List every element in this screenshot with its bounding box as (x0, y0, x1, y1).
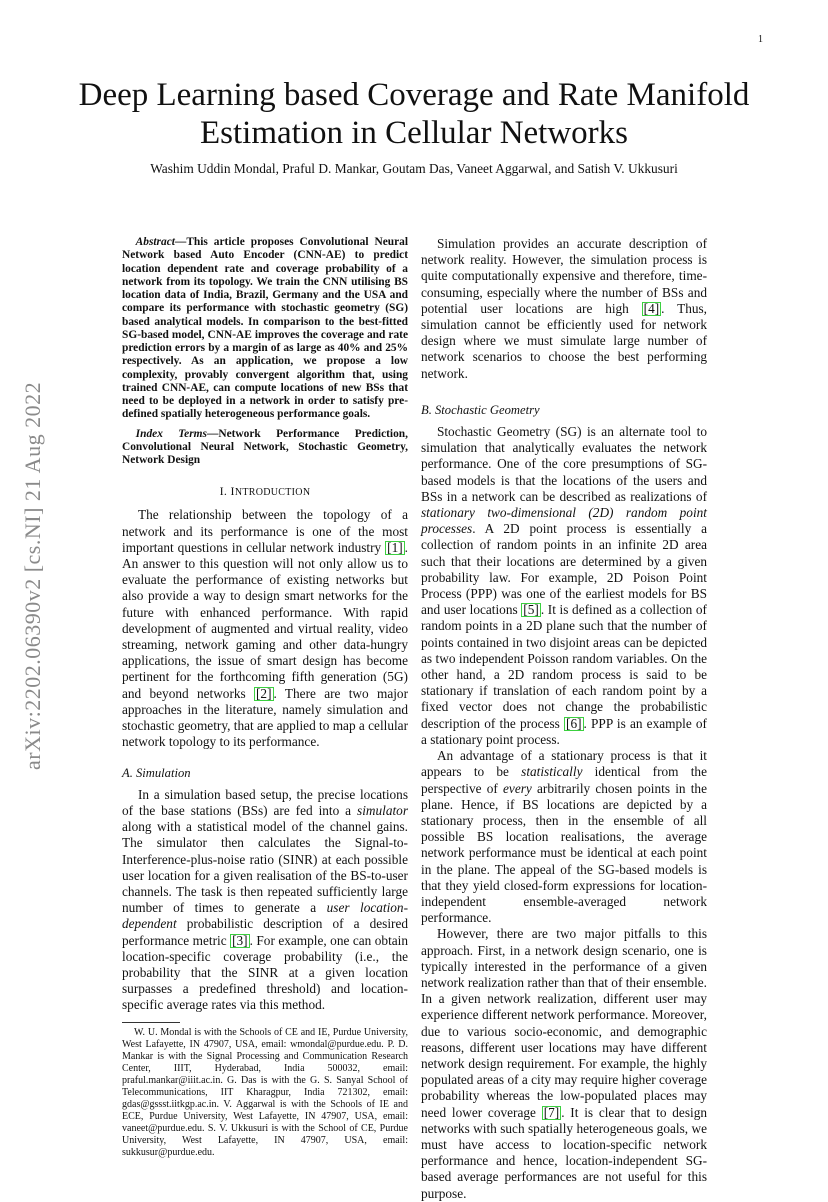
section-title-smallcaps: NTRODUCTION (234, 487, 311, 499)
emphasis: stationary two-dimensional (2D) random point processes (421, 505, 707, 537)
paper-title: Deep Learning based Coverage and Rate Manifold Estimation in Cellular Networks (78, 77, 750, 151)
simulation-cost-paragraph (421, 236, 707, 382)
citation-link[interactable]: [1] (387, 539, 403, 555)
text-run: Simulation provides an accurate description of network reality. However, the simulation process is quite computationally expensive and therefore, time-consuming, especially where the number of BSs and potential user locations are high (421, 236, 707, 316)
stochastic-paragraph-2 (421, 748, 707, 926)
text-run: Stochastic Geometry (SG) is an alternate tool to simulation that analytically evaluates the network performance. One of the core presumptions of SG-based models is that the locations of the users and BSs in a network can be described as realizations of (421, 424, 707, 504)
emphasis: simulator (357, 802, 408, 818)
text-run: . There are two major approaches in the literature, namely simulation and stochastic geometry, that are applied to map a cellular network topology to its performance. (122, 685, 409, 750)
page-number: 1 (758, 34, 763, 45)
text-run: However, there are two major pitfalls to this approach. First, in a network design scenario, one is typically interested in the performance of a given network realization rather than that of their ensemble. In a given network realization, different user may experience different network performance. Moreover, due to various socio-economic, and demographic reasons, different user locations may have different network design requirement. For example, the highly populated areas of a city may require higher coverage probability whereas the low-populated places may need lower coverage (421, 926, 707, 1120)
left-column (122, 236, 408, 1159)
arxiv-identifier: arXiv:2202.06390v2 [cs.NI] 21 Aug 2022 (20, 381, 45, 770)
text-run: probabilistic description of a desired performance metric (122, 916, 408, 948)
citation-link[interactable]: [7] (543, 1104, 560, 1120)
text-run: . For example, one can obtain location-specific coverage probability (i.e., the probability that the SINR at a given location surpasses a predefined threshold) and location-specific average rates via this method. (122, 932, 409, 1013)
emphasis: every (503, 780, 532, 796)
right-column (421, 236, 707, 1202)
section-heading-introduction (122, 483, 408, 501)
text-run: An advantage of a stationary process is that it appears to be (421, 748, 707, 780)
citation-link[interactable]: [3] (232, 932, 248, 948)
citation-link[interactable]: [4] (643, 300, 660, 316)
citation-link[interactable]: [2] (256, 685, 272, 701)
index-terms-text: —Network Performance Prediction, Convolutional Neural Network, Stochastic Geometry, Network Design (122, 427, 408, 466)
abstract (122, 236, 408, 422)
index-terms-label: Index Terms (135, 427, 207, 440)
abstract-text: —This article proposes Convolutional Neural Network based Auto Encoder (CNN-AE) to predict location dependent rate and coverage probability of a network from its topology. We train the CNN utilising BS location data of India, Brazil, Germany and the USA and compare its performance with stochastic geometry (SG) based analytical models. In comparison to the best-fitted SG-based model, CNN-AE improves the coverage and rate prediction errors by a margin of as large as 40% and 25% respectively. As an application, we propose a low complexity, provably convergent algorithm that, using trained CNN-AE, can compute locations of new BSs that need to be deployed in a network in order to satisfy pre-defined spatially heterogeneous performance goals. (122, 236, 408, 421)
subsection-heading-stochastic-geometry: B. Stochastic Geometry (421, 402, 540, 417)
text-run: In a simulation based setup, the precise locations of the base stations (BSs) are fed into a (122, 786, 408, 818)
section-numeral: I. I (219, 484, 235, 499)
text-run: . A 2D point process is essentially a collection of random points in an infinite 2D area such that their locations are determined by a given probability law. For example, 2D Poison Point Process (PPP) was one of the earliest models for BS and user locations (421, 521, 707, 618)
emphasis: statistically (521, 764, 583, 780)
text-run: arbitrarily chosen points in the plane. Hence, if BS locations are depicted by a stationary process, then in the ensemble of all possible BS location realisations, the average network performance must be identical at each point in the plane. The appeal of the SG-based models is that they yield closed-form expressions for location-independent ensemble-averaged network performance. (421, 780, 707, 926)
text-run: . An answer to this question will not only allow us to evaluate the performance of existing networks but also provide a way to design smart networks for the future with enhanced performance. With rapid development of augmented and virtual reality, video streaming, network gaming and other data-hungry applications, the issue of smart design has become pertinent for the forthcoming fifth generation (5G) and beyond networks (122, 539, 408, 701)
text-run: . It is clear that to design networks with such spatially heterogeneous goals, we must have access to location-specific network performance and hence, location-independent SG-based average performances are not useful for this purpose. (421, 1104, 707, 1201)
intro-paragraph (122, 507, 408, 750)
citation-link[interactable]: [6] (566, 715, 582, 731)
subsection-heading-simulation: A. Simulation (122, 765, 191, 780)
text-run: . Thus, simulation cannot be efficiently used for network design where we must simulate large number of network scenarios to choose the best performing network. (421, 300, 707, 381)
text-run: along with a statistical model of the channel gains. The simulator then calculates the Signal-to-Interference-plus-noise ratio (SINR) at each possible user location for a given realisation of the BS-to-user channels. The task is then repeated sufficiently large number of times to generate a (122, 819, 408, 916)
emphasis: user location-dependent (122, 900, 409, 932)
stochastic-paragraph-1 (421, 424, 707, 748)
abstract-label: Abstract (135, 236, 175, 248)
author-affiliation-footnote: W. U. Mondal is with the Schools of CE and IE, Purdue University, West Lafayette, IN 47907, USA, email: wmondal@purdue.edu. P. D. Mankar is with the Signal Processing and Communication Research Center, IIIT, Hyderabad, India 500032, email: praful.mankar@iiit.ac.in. G. Das is with the G. S. Sanyal School of Telecommunications, IIT Kharagpur, India 721302, email: gdas@gssst.iitkgp.ac.in. V. Aggarwal is with the Schools of IE and ECE, Purdue University, West Lafayette, IN 47907, USA, email: vaneet@purdue.edu. S. V. Ukkusuri is with the School of CE, Purdue University, West Lafayette, IN 47907, USA, email: sukkusur@purdue.edu. (122, 1026, 408, 1159)
text-run: identical from the perspective of (421, 764, 707, 796)
stochastic-paragraph-3 (421, 926, 707, 1201)
text-run: . It is defined as a collection of random points in a 2D plane such that the number of points contained in two disjoint areas can be depicted as two independent Poisson random variables. On the other hand, a 2D random process is said to be stationary if translation of each random point by a fixed vector does not change the probabilistic description of the process (421, 602, 707, 731)
index-terms (122, 428, 408, 468)
citation-link[interactable]: [5] (523, 602, 539, 618)
author-list: Washim Uddin Mondal, Praful D. Mankar, Goutam Das, Vaneet Aggarwal, and Satish V. Ukkusuri (150, 161, 678, 176)
simulation-paragraph (122, 787, 408, 1014)
text-run: The relationship between the topology of a network and its performance is one of the most important questions in cellular network industry (122, 507, 408, 555)
footnote-rule (122, 1022, 180, 1023)
text-run: . PPP is an example of a stationary point process. (421, 715, 707, 747)
